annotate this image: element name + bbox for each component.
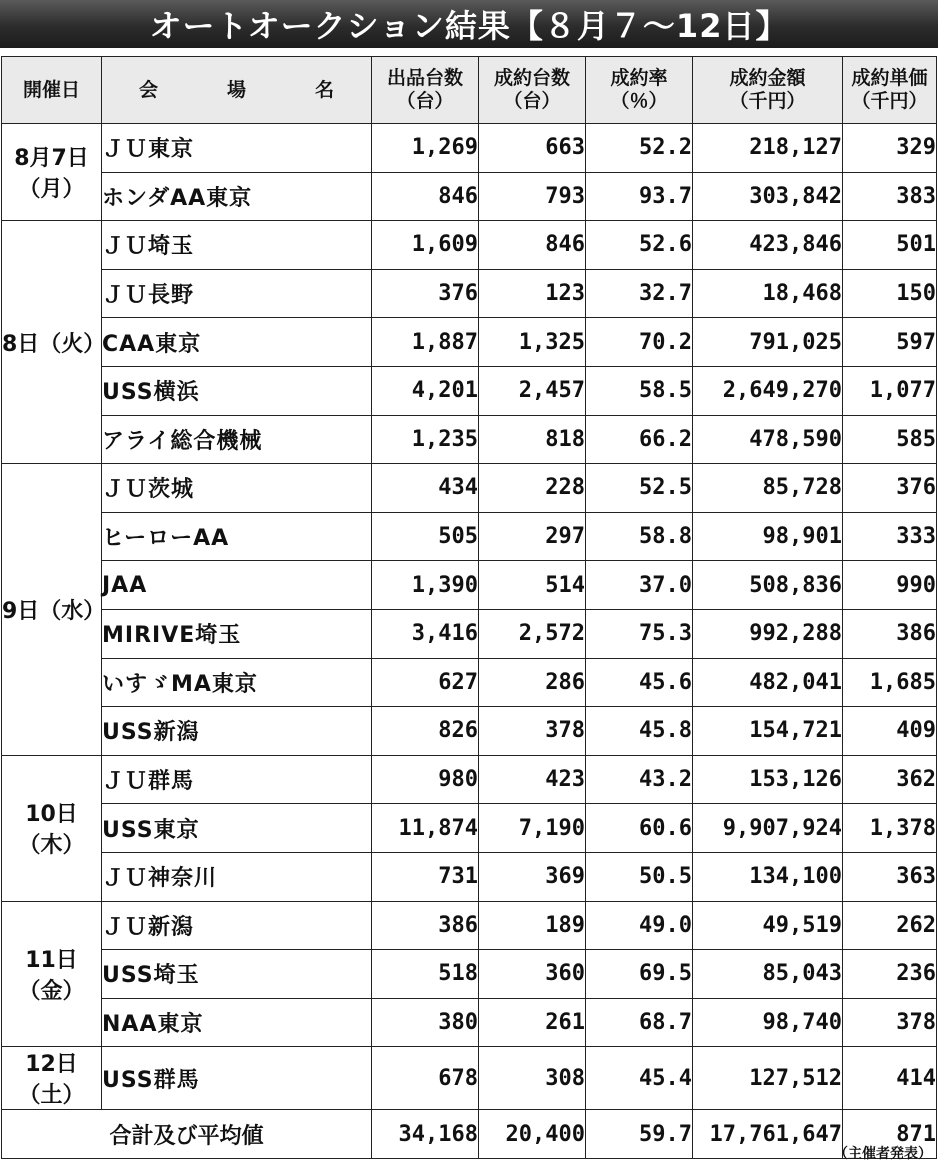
amount-value: 791,025 bbox=[693, 318, 843, 367]
listed-value: 678 bbox=[372, 1047, 479, 1110]
date-cell bbox=[2, 221, 106, 464]
amount-value: 218,127 bbox=[693, 124, 843, 173]
sold-value: 369 bbox=[479, 852, 586, 901]
listed-value: 386 bbox=[372, 901, 479, 950]
amount-value: 85,043 bbox=[693, 950, 843, 999]
listed-value: 376 bbox=[372, 269, 479, 318]
venue-name: USS新潟 bbox=[102, 707, 372, 756]
sold-value: 360 bbox=[479, 950, 586, 999]
amount-value: 134,100 bbox=[693, 852, 843, 901]
sold-value: 818 bbox=[479, 415, 586, 464]
rate-value: 52.6 bbox=[586, 221, 693, 270]
rate-value: 60.6 bbox=[586, 804, 693, 853]
rate-value: 68.7 bbox=[586, 998, 693, 1047]
venue-name: ＪＵ新潟 bbox=[102, 901, 372, 950]
date-cell bbox=[2, 755, 102, 901]
table-row bbox=[2, 415, 937, 464]
date-cell bbox=[2, 1047, 102, 1110]
table-row bbox=[2, 366, 937, 415]
sold-value: 308 bbox=[479, 1047, 586, 1110]
rate-value: 69.5 bbox=[586, 950, 693, 999]
rate-value: 45.6 bbox=[586, 658, 693, 707]
table-row bbox=[2, 609, 937, 658]
venue-name: USS群馬 bbox=[102, 1047, 372, 1110]
sold-value: 423 bbox=[479, 755, 586, 804]
header-venue: 会 場 名 bbox=[102, 57, 372, 124]
rate-value: 93.7 bbox=[586, 172, 693, 221]
amount-value: 992,288 bbox=[693, 609, 843, 658]
amount-value: 127,512 bbox=[693, 1047, 843, 1110]
venue-name: アライ総合機械 bbox=[102, 415, 372, 464]
listed-value: 4,201 bbox=[372, 366, 479, 415]
unit-price-value: 383 bbox=[843, 172, 937, 221]
total-rate: 59.7 bbox=[586, 1110, 693, 1159]
sold-value: 261 bbox=[479, 998, 586, 1047]
venue-name: ＪＵ埼玉 bbox=[102, 221, 372, 270]
sold-value: 7,190 bbox=[479, 804, 586, 853]
sold-value: 123 bbox=[479, 269, 586, 318]
listed-value: 1,887 bbox=[372, 318, 479, 367]
header-date: 開催日 bbox=[2, 57, 102, 124]
total-listed: 34,168 bbox=[372, 1110, 479, 1159]
header-listed: 出品台数 （台） bbox=[372, 57, 479, 124]
table-row bbox=[2, 707, 937, 756]
venue-name: NAA東京 bbox=[102, 998, 372, 1047]
rate-value: 32.7 bbox=[586, 269, 693, 318]
header-sold: 成約台数 （台） bbox=[479, 57, 586, 124]
table-row bbox=[2, 269, 937, 318]
unit-price-value: 409 bbox=[843, 707, 937, 756]
sold-value: 2,457 bbox=[479, 366, 586, 415]
rate-value: 75.3 bbox=[586, 609, 693, 658]
total-unit-price: 871 bbox=[843, 1110, 937, 1159]
sold-value: 189 bbox=[479, 901, 586, 950]
sold-value: 846 bbox=[479, 221, 586, 270]
listed-value: 380 bbox=[372, 998, 479, 1047]
listed-value: 826 bbox=[372, 707, 479, 756]
rate-value: 43.2 bbox=[586, 755, 693, 804]
venue-name: USS東京 bbox=[102, 804, 372, 853]
venue-name: USS埼玉 bbox=[102, 950, 372, 999]
listed-value: 1,390 bbox=[372, 561, 479, 610]
amount-value: 18,468 bbox=[693, 269, 843, 318]
unit-price-value: 990 bbox=[843, 561, 937, 610]
unit-price-value: 333 bbox=[843, 512, 937, 561]
venue-name: CAA東京 bbox=[102, 318, 372, 367]
listed-value: 627 bbox=[372, 658, 479, 707]
table-row bbox=[2, 852, 937, 901]
rate-value: 52.5 bbox=[586, 464, 693, 513]
unit-price-value: 585 bbox=[843, 415, 937, 464]
sold-value: 297 bbox=[479, 512, 586, 561]
unit-price-value: 262 bbox=[843, 901, 937, 950]
amount-value: 98,740 bbox=[693, 998, 843, 1047]
table-row bbox=[2, 950, 937, 999]
listed-value: 518 bbox=[372, 950, 479, 999]
date-line: （月） bbox=[18, 177, 85, 203]
listed-value: 3,416 bbox=[372, 609, 479, 658]
amount-value: 153,126 bbox=[693, 755, 843, 804]
amount-value: 85,728 bbox=[693, 464, 843, 513]
rate-value: 70.2 bbox=[586, 318, 693, 367]
unit-price-value: 386 bbox=[843, 609, 937, 658]
date-line: 10日（木） bbox=[18, 802, 85, 859]
table-row bbox=[2, 172, 937, 221]
amount-value: 423,846 bbox=[693, 221, 843, 270]
date-cell bbox=[2, 124, 102, 221]
date-line: 11日（金） bbox=[18, 947, 85, 1004]
sold-value: 228 bbox=[479, 464, 586, 513]
auction-results-table bbox=[1, 56, 937, 1159]
venue-name: ＪＵ神奈川 bbox=[102, 852, 372, 901]
table-row bbox=[2, 561, 937, 610]
venue-name: ＪＵ群馬 bbox=[102, 755, 372, 804]
rate-value: 58.5 bbox=[586, 366, 693, 415]
venue-name: USS横浜 bbox=[102, 366, 372, 415]
amount-value: 508,836 bbox=[693, 561, 843, 610]
date-line: 8日（火） bbox=[2, 331, 106, 357]
date-cell bbox=[2, 901, 102, 1047]
amount-value: 303,842 bbox=[693, 172, 843, 221]
table-row bbox=[2, 221, 937, 270]
source-note: （主催者発表） bbox=[834, 1146, 932, 1162]
table-row bbox=[2, 318, 937, 367]
rate-value: 66.2 bbox=[586, 415, 693, 464]
sold-value: 1,325 bbox=[479, 318, 586, 367]
amount-value: 2,649,270 bbox=[693, 366, 843, 415]
date-line: 9日（水） bbox=[2, 598, 106, 624]
amount-value: 478,590 bbox=[693, 415, 843, 464]
rate-value: 45.4 bbox=[586, 1047, 693, 1110]
unit-price-value: 1,077 bbox=[843, 366, 937, 415]
total-row bbox=[2, 1110, 937, 1159]
amount-value: 49,519 bbox=[693, 901, 843, 950]
header-rate: 成約率 （％） bbox=[586, 57, 693, 124]
table-row bbox=[2, 512, 937, 561]
rate-value: 37.0 bbox=[586, 561, 693, 610]
table-row bbox=[2, 998, 937, 1047]
sold-value: 286 bbox=[479, 658, 586, 707]
table-row bbox=[2, 804, 937, 853]
venue-name: MIRIVE埼玉 bbox=[102, 609, 372, 658]
sold-value: 378 bbox=[479, 707, 586, 756]
unit-price-value: 150 bbox=[843, 269, 937, 318]
sold-value: 514 bbox=[479, 561, 586, 610]
unit-price-value: 376 bbox=[843, 464, 937, 513]
listed-value: 434 bbox=[372, 464, 479, 513]
total-amount: 17,761,647 bbox=[693, 1110, 843, 1159]
unit-price-value: 1,685 bbox=[843, 658, 937, 707]
unit-price-value: 236 bbox=[843, 950, 937, 999]
table-row bbox=[2, 1047, 937, 1110]
amount-value: 154,721 bbox=[693, 707, 843, 756]
listed-value: 1,269 bbox=[372, 124, 479, 173]
unit-price-value: 378 bbox=[843, 998, 937, 1047]
table-row bbox=[2, 124, 937, 173]
listed-value: 731 bbox=[372, 852, 479, 901]
table-row bbox=[2, 464, 937, 513]
rate-value: 50.5 bbox=[586, 852, 693, 901]
table-row bbox=[2, 658, 937, 707]
sold-value: 663 bbox=[479, 124, 586, 173]
unit-price-value: 363 bbox=[843, 852, 937, 901]
page-title: オートオークション結果【８月７～12日】 bbox=[0, 0, 938, 48]
date-cell bbox=[2, 464, 106, 756]
rate-value: 45.8 bbox=[586, 707, 693, 756]
amount-value: 482,041 bbox=[693, 658, 843, 707]
listed-value: 505 bbox=[372, 512, 479, 561]
rate-value: 49.0 bbox=[586, 901, 693, 950]
sold-value: 793 bbox=[479, 172, 586, 221]
date-line: 8月7日 bbox=[14, 146, 89, 172]
table-row bbox=[2, 755, 937, 804]
sold-value: 2,572 bbox=[479, 609, 586, 658]
header-amount: 成約金額 （千円） bbox=[693, 57, 843, 124]
venue-name: ＪＵ長野 bbox=[102, 269, 372, 318]
venue-name: いすゞMA東京 bbox=[102, 658, 372, 707]
venue-name: ＪＵ茨城 bbox=[102, 464, 372, 513]
amount-value: 9,907,924 bbox=[693, 804, 843, 853]
total-label: 合計及び平均値 bbox=[2, 1110, 372, 1159]
venue-name: ヒーローAA bbox=[102, 512, 372, 561]
rate-value: 58.8 bbox=[586, 512, 693, 561]
date-line: 12日（土） bbox=[18, 1052, 85, 1109]
total-sold: 20,400 bbox=[479, 1110, 586, 1159]
unit-price-value: 414 bbox=[843, 1047, 937, 1110]
table-row bbox=[2, 901, 937, 950]
venue-name: ホンダAA東京 bbox=[102, 172, 372, 221]
amount-value: 98,901 bbox=[693, 512, 843, 561]
unit-price-value: 329 bbox=[843, 124, 937, 173]
header-row bbox=[2, 57, 937, 124]
listed-value: 1,235 bbox=[372, 415, 479, 464]
unit-price-value: 362 bbox=[843, 755, 937, 804]
venue-name: JAA bbox=[102, 561, 372, 610]
unit-price-value: 501 bbox=[843, 221, 937, 270]
listed-value: 11,874 bbox=[372, 804, 479, 853]
header-unit-price: 成約単価 （千円） bbox=[843, 57, 937, 124]
venue-name: ＪＵ東京 bbox=[102, 124, 372, 173]
listed-value: 1,609 bbox=[372, 221, 479, 270]
listed-value: 980 bbox=[372, 755, 479, 804]
unit-price-value: 1,378 bbox=[843, 804, 937, 853]
unit-price-value: 597 bbox=[843, 318, 937, 367]
rate-value: 52.2 bbox=[586, 124, 693, 173]
listed-value: 846 bbox=[372, 172, 479, 221]
